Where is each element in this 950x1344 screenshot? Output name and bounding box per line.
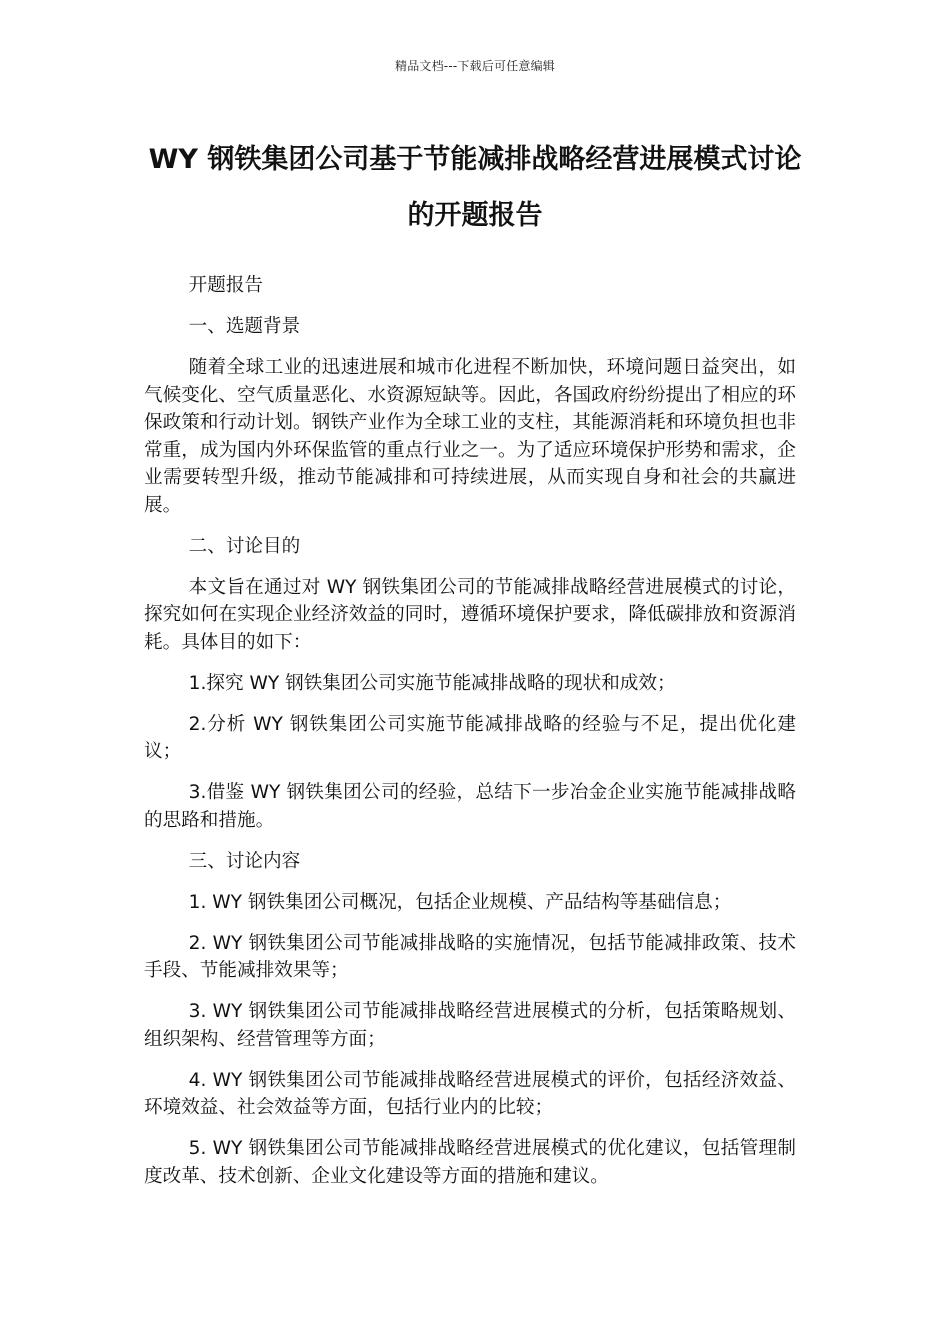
heading-content: 三、讨论内容 <box>188 850 301 872</box>
document-body <box>144 272 796 1204</box>
heading-background: 一、选题背景 <box>188 316 301 337</box>
purpose-item-3: 3.借鉴 WY 钢铁集团公司的经验，总结下一步冶金企业实施节能减排战略的思路和措施。 <box>144 782 796 831</box>
heading-purpose: 二、讨论目的 <box>188 535 301 557</box>
content-item-3: 3. WY 钢铁集团公司节能减排战略经营进展模式的分析，包括策略规划、组织架构、经营管理等方面； <box>144 1001 796 1050</box>
section-label-report: 开题报告 <box>188 275 264 296</box>
content-item-1: 1. WY 钢铁集团公司概况，包括企业规模、产品结构等基础信息； <box>188 891 732 913</box>
content-item-2: 2. WY 钢铁集团公司节能减排战略的实施情况，包括节能减排政策、技术手段、节能减排效果等； <box>144 932 796 981</box>
paragraph-purpose: 本文旨在通过对 WY 钢铁集团公司的节能减排战略经营进展模式的讨论，探究如何在实现企业经济效益的同时，遵循环境保护要求，降低碳排放和资源消耗。具体目的如下： <box>144 576 796 653</box>
paragraph-background: 随着全球工业的迅速进展和城市化进程不断加快，环境问题日益突出，如气候变化、空气质量恶化、水资源短缺等。因此，各国政府纷纷提出了相应的环保政策和行动计划。钢铁产业作为全球工业的支柱，其能源消耗和环境负担也非常重，成为国内外环保监管的重点行业之一。为了适应环境保护形势和需求，企业需要转型升级，推动节能减排和可持续进展，从而实现自身和社会的共赢进展。 <box>144 357 796 516</box>
content-item-4: 4. WY 钢铁集团公司节能减排战略经营进展模式的评价，包括经济效益、环境效益、社会效益等方面，包括行业内的比较； <box>144 1069 796 1118</box>
content-item-5: 5. WY 钢铁集团公司节能减排战略经营进展模式的优化建议，包括管理制度改革、技术创新、企业文化建设等方面的措施和建议。 <box>144 1138 796 1187</box>
purpose-item-1: 1.探究 WY 钢铁集团公司实施节能减排战略的现状和成效； <box>188 672 676 694</box>
header-note: 精品文档---下载后可任意编辑 <box>395 59 555 73</box>
purpose-item-2: 2.分析 WY 钢铁集团公司实施节能减排战略的经验与不足，提出优化建议； <box>144 713 796 762</box>
document-title: WY 钢铁集团公司基于节能减排战略经营进展模式讨论的开题报告 <box>148 144 802 231</box>
